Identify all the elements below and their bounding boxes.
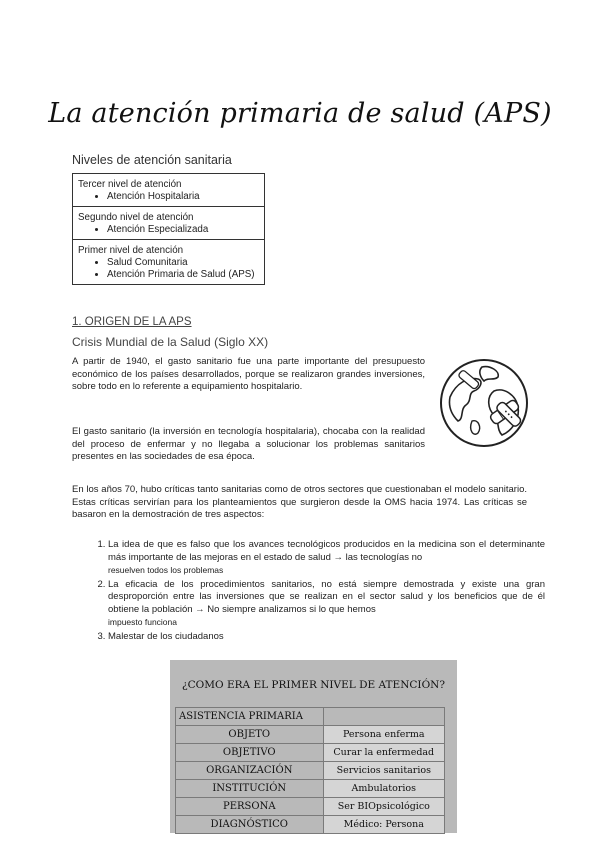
row-label: DIAGNÓSTICO: [176, 816, 324, 834]
criticisms-list: [90, 539, 545, 644]
level-name: Tercer nivel de atención: [78, 179, 182, 190]
row-value: Médico: Persona: [323, 816, 444, 834]
level-name: Primer nivel de atención: [78, 245, 184, 256]
level-third: [73, 174, 264, 206]
row-value: Servicios sanitarios: [323, 762, 444, 780]
row-label: PERSONA: [176, 798, 324, 816]
levels-box: [72, 173, 265, 285]
table-row: [176, 798, 445, 816]
list-item: 1. La idea de que es falso que los avances tecnológicos producidos en la medicina son el determinante más importante de las mejoras en el estado de salud → las tecnologías no resuelven todos los problemas: [108, 539, 545, 578]
list-item: 3. Malestar de los ciudadanos: [108, 631, 545, 644]
row-value: Persona enferma: [323, 726, 444, 744]
row-label: OBJETO: [176, 726, 324, 744]
table-row: [176, 816, 445, 834]
level-bullet: • Salud Comunitaria: [107, 257, 259, 269]
primary-care-table-image: [170, 660, 457, 833]
table-header-empty: [323, 708, 444, 726]
table-row: [176, 762, 445, 780]
level-bullet: • Atención Primaria de Salud (APS): [107, 269, 259, 281]
table-row: [176, 780, 445, 798]
table-title: ¿COMO ERA EL PRIMER NIVEL DE ATENCIÓN?: [182, 679, 445, 691]
list-item: 2. La eficacia de los procedimientos sanitarios, no está siempre demostrada y existe una gran desproporción entre las inversiones que se realizan en el sector salud y los beneficios que de él obtiene la población → No siempre analizamos si lo que hemos impuesto funciona: [108, 579, 545, 630]
level-first: [73, 239, 264, 284]
row-label: INSTITUCIÓN: [176, 780, 324, 798]
paragraph-1: A partir de 1940, el gasto sanitario fue una parte importante del presupuesto económico de los países desarrollados, porque se realizaron grandes inversiones, sobre todo en lo referente a equipamiento hospitalario.: [72, 356, 425, 392]
paragraph-2: El gasto sanitario (la inversión en tecnología hospitalaria), chocaba con la realidad del proceso de enfermar y no llegaba a solucionar los problemas sanitarios presentes en las sociedades de esa época.: [72, 426, 425, 462]
table-row: [176, 744, 445, 762]
globe-with-bandages-icon: [438, 357, 530, 449]
table-header: ASISTENCIA PRIMARIA: [176, 708, 324, 726]
row-label: ORGANIZACIÓN: [176, 762, 324, 780]
levels-heading: Niveles de atención sanitaria: [72, 153, 232, 167]
level-name: Segundo nivel de atención: [78, 212, 194, 223]
section-heading: 1. ORIGEN DE LA APS: [72, 316, 192, 328]
table-row: [176, 726, 445, 744]
level-second: [73, 206, 264, 239]
paragraph-3: En los años 70, hubo críticas tanto sanitarias como de otros sectores que cuestionaban el modelo sanitario. Estas críticas servirían para los planteamientos que surgieron desde la OMS hacia 1974. Las críticas se basaron en la demostración de tres aspectos:: [72, 484, 527, 520]
row-value: Ambulatorios: [323, 780, 444, 798]
level-bullet: • Atención Especializada: [107, 224, 259, 236]
section-subheading: Crisis Mundial de la Salud (Siglo XX): [72, 335, 269, 349]
level-bullet: • Atención Hospitalaria: [107, 191, 259, 203]
page-title: La atención primaria de salud (APS): [48, 98, 552, 129]
row-value: Ser BIOpsicológico: [323, 798, 444, 816]
row-label: OBJETIVO: [176, 744, 324, 762]
table-header-row: [176, 708, 445, 726]
primary-care-table: [175, 707, 445, 834]
row-value: Curar la enfermedad: [323, 744, 444, 762]
